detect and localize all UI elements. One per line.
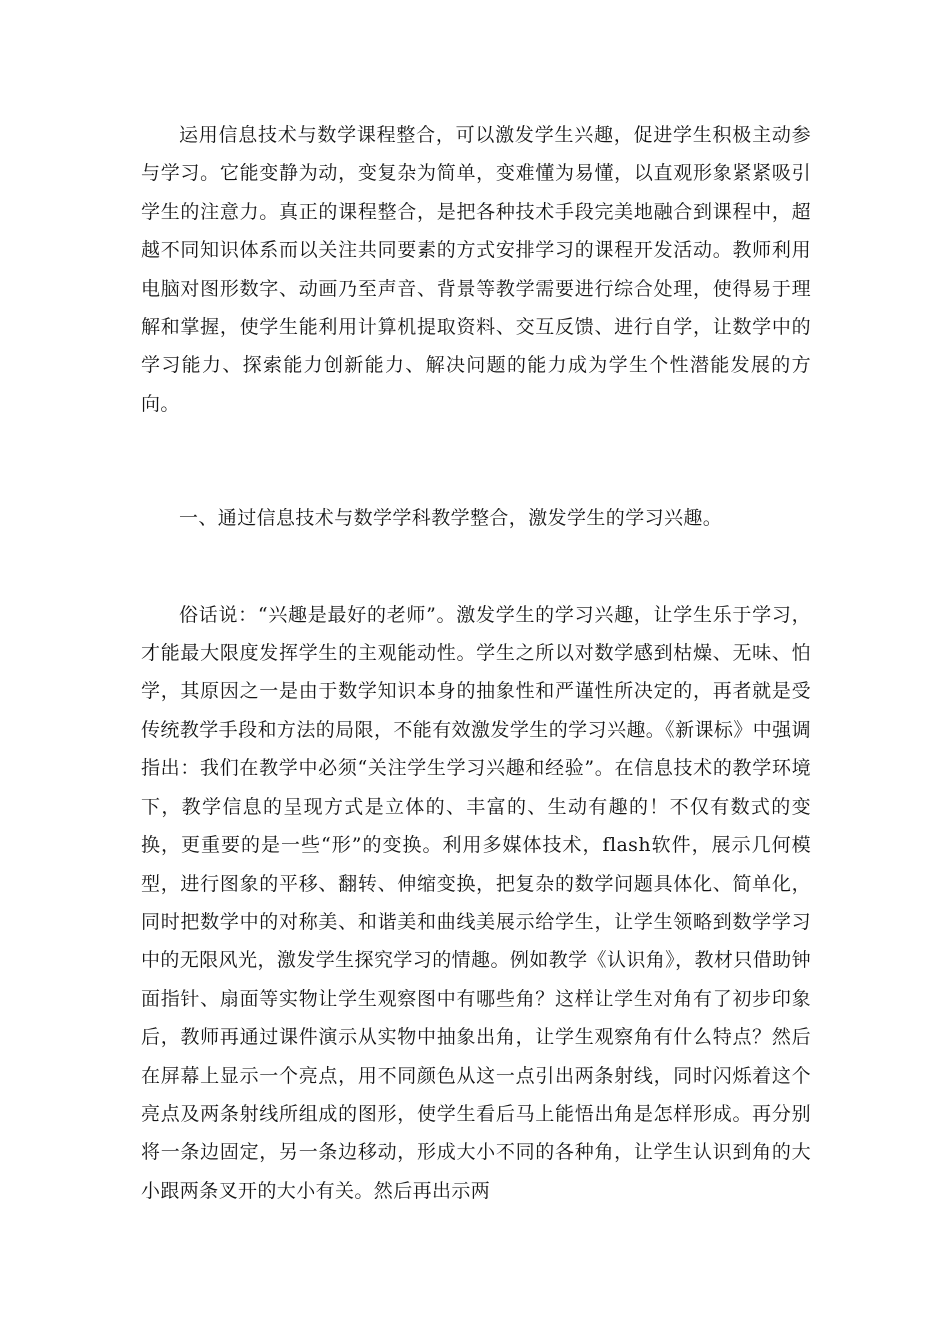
body-paragraph: 俗话说：“兴趣是最好的老师”。激发学生的学习兴趣，让学生乐于学习，才能最大限度发挥学生的主观能动性。学生之所以对数学感到枯燥、无味、怕学，其原因之一是由于数学知识本身的抽象性和严谨性所决定的，再者就是受传统教学手段和方法的局限，不能有效激发学生的学习兴趣。《新课标》中强调指出：我们在教学中必须“关注学生学习兴趣和经验”。在信息技术的教学环境下，教学信息的呈现方式是立体的、丰富的、生动有趣的！不仅有数式的变换，更重要的是一些“形”的变换。利用多媒体技术，flash软件，展示几何模型，进行图象的平移、翻转、伸缩变换，把复杂的数学问题具体化、简单化，同时把数学中的对称美、和谐美和曲线美展示给学生，让学生领略到数学学习中的无限风光，激发学生探究学习的情趣。例如教学《认识角》，教材只借助钟面指针、扇面等实物让学生观察图中有哪些角？这样让学生对角有了初步印象后，教师再通过课件演示从实物中抽象出角，让学生观察角有什么特点？然后在屏幕上显示一个亮点，用不同颜色从这一点引出两条射线，同时闪烁着这个亮点及两条射线所组成的图形，使学生看后马上能悟出角是怎样形成。再分别将一条边固定，另一条边移动，形成大小不同的各种角，让学生认识到角的大小跟两条叉开的大小有关。然后再出示两	[141, 603, 811, 1202]
paragraph-spacer	[141, 538, 811, 596]
paragraph-spacer	[141, 423, 811, 499]
document-body	[141, 116, 811, 1210]
section-heading: 一、通过信息技术与数学学科教学整合，激发学生的学习兴趣。	[179, 507, 723, 530]
intro-paragraph: 运用信息技术与数学课程整合，可以激发学生兴趣，促进学生积极主动参与学习。它能变静为动，变复杂为简单，变难懂为易懂，以直观形象紧紧吸引学生的注意力。真正的课程整合，是把各种技术手段完美地融合到课程中，超越不同知识体系而以关注共同要素的方式安排学习的课程开发活动。教师利用电脑对图形数字、动画乃至声音、背景等教学需要进行综合处理，使得易于理解和掌握，使学生能利用计算机提取资料、交互反馈、进行自学，让数学中的学习能力、探索能力创新能力、解决问题的能力成为学生个性潜能发展的方向。	[141, 124, 811, 415]
